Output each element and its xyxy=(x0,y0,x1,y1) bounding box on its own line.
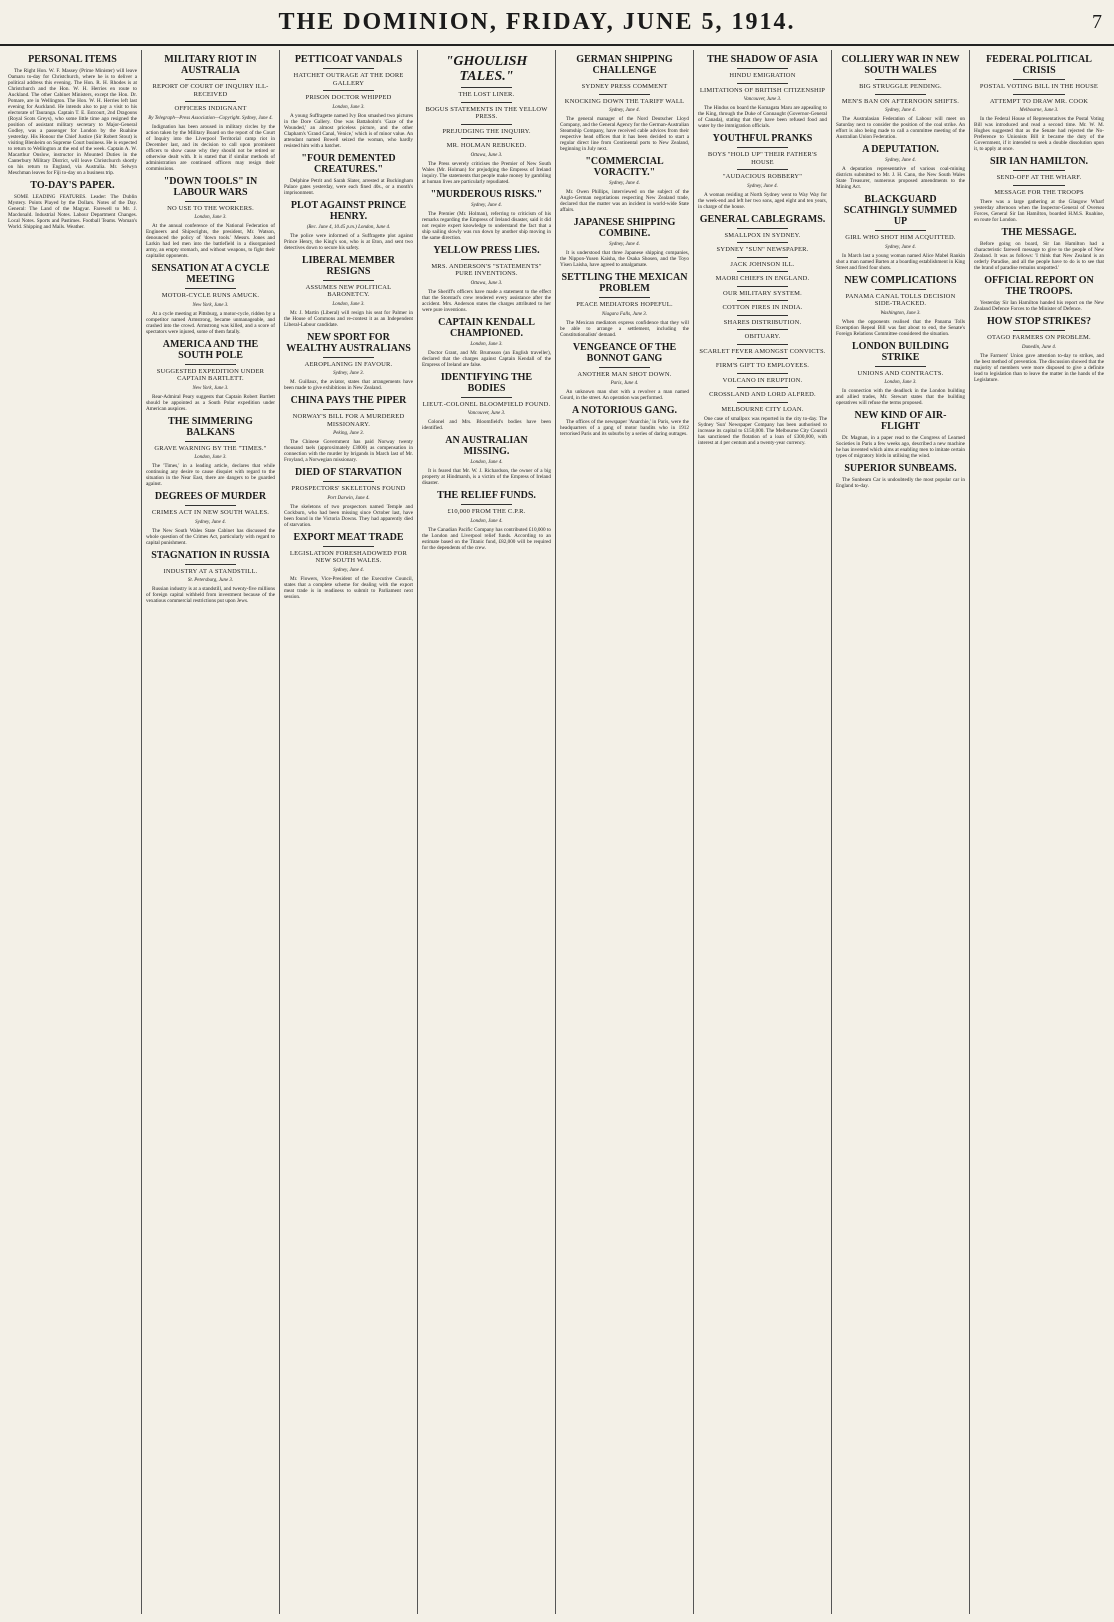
divider xyxy=(599,94,651,95)
divider xyxy=(1013,185,1065,186)
divider xyxy=(185,288,237,289)
article-headline: GENERAL CABLEGRAMS. xyxy=(699,213,826,225)
article-body: The Australasian Federation of Labour will meet on Saturday next to consider the position of the coal strike. An effort is also being made to call a committee meeting of the Australian Union Federation. xyxy=(836,116,965,140)
article-body: The Sunbeam Car is undoubtedly the most popular car in England to-day. xyxy=(836,477,965,489)
divider xyxy=(461,504,513,505)
article-headline: VENGEANCE OF THE BONNOT GANG xyxy=(572,341,677,364)
article xyxy=(146,339,275,412)
article-headline: AN AUSTRALIAN MISSING. xyxy=(445,435,528,457)
divider xyxy=(875,79,927,80)
article-dateline: Sydney, June 4. xyxy=(885,108,916,113)
article-subheading: GIRL WHO SHOT HIM ACQUITTED. xyxy=(845,234,956,241)
article-headline: "FOUR DEMENTED CREATURES." xyxy=(301,152,396,175)
article-subheading: PRISON DOCTOR WHIPPED xyxy=(305,94,392,101)
column-5 xyxy=(556,50,694,1614)
article-headline: DEGREES OF MURDER xyxy=(154,491,267,502)
article-subheading: BOYS "HOLD UP" THEIR FATHER'S HOUSE xyxy=(707,151,818,166)
article xyxy=(836,54,965,140)
article-headline: THE SIMMERING BALKANS xyxy=(168,415,253,438)
article-body: The 'Times,' in a leading article, declares that while continuing any desire to cause disquiet with regard to the situation in the Near East, there are dangers to be guarded against. xyxy=(146,463,275,487)
article-subheading: "AUDACIOUS ROBBERY" xyxy=(722,173,803,180)
article-headline: CAPTAIN KENDALL CHAMPIONED. xyxy=(438,316,535,339)
article-headline: LIBERAL MEMBER RESIGNS xyxy=(301,254,396,277)
article-dateline: Ottawa, June 3. xyxy=(470,280,503,286)
article-headline: AMERICA AND THE SOUTH POLE xyxy=(162,338,259,361)
article-subheading: ATTEMPT TO DRAW MR. COOK xyxy=(989,97,1089,105)
article-dateline: Peking, June 3. xyxy=(333,431,364,436)
divider xyxy=(737,147,789,148)
article-headline: "GHOULISH TALES." xyxy=(445,54,528,84)
article xyxy=(836,144,965,190)
divider xyxy=(323,546,375,547)
article xyxy=(146,550,275,605)
column-1 xyxy=(4,50,142,1614)
article-headline: NEW SPORT FOR WEALTHY AUSTRALIANS xyxy=(286,331,411,354)
article-body: Mr. Flowers, Vice-President of the Executive Council, states that a complete scheme for dealing with the export meat trade is in readiness to submit to Parliament next session. xyxy=(284,575,413,600)
article-body: The Press severely criticises the Premier of New South Wales (Mr. Holman) for prejudging the Empress of Ireland inquiry. The statements that people make money by gambling at human lives are particularly repudiated. xyxy=(422,160,551,185)
article-subheading: COTTON FIRES IN INDIA. xyxy=(722,304,803,311)
article-subheading: ASSUMES NEW POLITICAL BARONETCY. xyxy=(305,283,392,298)
article xyxy=(560,405,689,437)
article-body: One case of smallpox was reported in the city to-day. The Sydney 'Sun' Newspaper Company has been authorised to increase its capital to £150,000. The Melbourne City Council has sanctioned the flotation of a loan of £300,000, with interest at 4 per centum and a twenty-year currency. xyxy=(698,416,827,446)
article-headline: GERMAN SHIPPING CHALLENGE xyxy=(576,54,673,76)
article-headline: NEW COMPLICATIONS xyxy=(844,274,957,286)
divider xyxy=(185,505,237,506)
divider xyxy=(323,409,375,410)
article-body: The Mexican mediators express confidence that they will be able to arrange a settlement, including the Constitutionalists' demand. xyxy=(560,319,689,338)
article xyxy=(836,410,965,459)
article-headline: PERSONAL ITEMS xyxy=(28,54,117,65)
divider xyxy=(737,228,789,229)
article-subheading: KNOCKING DOWN THE TARIFF WALL xyxy=(564,97,685,105)
article-dateline: London, June 3. xyxy=(470,341,503,347)
divider xyxy=(737,387,789,388)
article-subheading: OBITUARY. xyxy=(744,333,781,340)
article-subheading: REPORT OF COURT OF INQUIRY ILL-RECEIVED xyxy=(152,83,269,98)
article-subheading: HINDU EMIGRATION xyxy=(729,72,796,79)
page-number: 7 xyxy=(1092,10,1102,33)
article xyxy=(422,317,551,368)
divider xyxy=(1013,170,1065,171)
article-body: Colonel and Mrs. Bloomfield's bodies have been identified. xyxy=(422,419,551,431)
article xyxy=(284,200,413,251)
article-headline: SENSATION AT A CYCLE MEETING xyxy=(151,263,270,285)
divider xyxy=(323,68,375,69)
article-body: Mr. J. Martin (Liberal) will resign his seat for Palmer in the House of Commons and re-contest it as an Independent Liberal-Labour candidate. xyxy=(284,309,413,328)
article-subheading: MR. HOLMAN REBUKED. xyxy=(446,142,527,149)
divider xyxy=(737,402,789,403)
article-dateline: Paris, June 4. xyxy=(610,381,639,386)
article-subheading: THE LOST LINER. xyxy=(458,91,515,98)
article xyxy=(8,54,137,176)
article-subheading: OUR MILITARY SYSTEM. xyxy=(723,289,802,297)
divider xyxy=(185,564,237,565)
divider xyxy=(737,271,789,272)
article-body: The Farmers' Union gave attention to-day to strikes, and the best method of prevention. The discussion showed that the majority of members were more disposed to give a definite lead to legislation than to leave the matter in the hands of the Legislature. xyxy=(974,352,1104,383)
article-subheading: LEGISLATION FORESHADOWED FOR NEW SOUTH WALES. xyxy=(289,549,408,564)
article-body: A young Suffragette named Ivy Bon smashed two pictures in the Dore Gallery. One was Battaholm's 'Gaze of the Wounded,' an almost priceless picture, and the other Clapham's 'Grand Canal, Venice,' which is of minor value. An attendant named Bowell seized the woman, who hardly resisted him with a hatchet. xyxy=(284,112,413,149)
article-body: At a cycle meeting at Pittsburg, a motor-cycle, ridden by a competitor named Armstrong, became unmanageable, and crashed into the crowd. Armstrong was killed, and a score of spectators were injured, some of them fatally. xyxy=(146,310,275,335)
article xyxy=(422,54,551,185)
article-subheading: BOGUS STATEMENTS IN THE YELLOW PRESS. xyxy=(425,105,548,120)
article-subheading: LIEUT.-COLONEL BLOOMFIELD FOUND. xyxy=(422,400,551,408)
article-body: The offices of the newspaper 'Anarchie,' in Paris, were the headquarters of a gang of motor bandits who in 1912 terrorised Paris and its suburbs by a series of daring outrages. xyxy=(560,419,689,437)
divider xyxy=(737,242,789,243)
article-subheading: AEROPLANING IN FAVOUR. xyxy=(304,360,393,368)
article-body: Dr. Magnan, in a paper read to the Congress of Learned Societies in Paris a few weeks ago, described a new machine he has invented which aims at enabling men to imitate certain types of migratory birds in utilising the wind. xyxy=(836,435,965,459)
article-headline: "COMMERCIAL VORACITY." xyxy=(585,156,664,178)
article xyxy=(422,435,551,486)
divider xyxy=(323,357,375,358)
article xyxy=(284,395,413,463)
article-subheading: VOLCANO IN ERUPTION. xyxy=(722,376,803,384)
article-subheading: LIMITATIONS OF BRITISH CITIZENSHIP xyxy=(699,86,826,94)
divider xyxy=(1013,79,1065,80)
article xyxy=(974,54,1104,152)
article-subheading: GRAVE WARNING BY THE "TIMES." xyxy=(154,444,267,452)
article-dateline: Niagara Falls, June 3. xyxy=(601,311,648,317)
divider xyxy=(185,101,237,102)
article-body: The general manager of the Nord Deutscher Lloyd Company, and the General Agency for the German-Australian Steamship Company, have received cable advices from their respective head offices that it has been decided to start a regular direct line from Continental ports to New Zealand, beginning in July next. xyxy=(560,116,689,152)
article-dateline: Vancouver, June 3. xyxy=(467,411,506,416)
article-subheading: SUGGESTED EXPEDITION UNDER CAPTAIN BARTLETT. xyxy=(156,367,265,382)
article xyxy=(422,189,551,241)
article xyxy=(974,316,1104,383)
article-subheading: PROSPECTORS' SKELETONS FOUND xyxy=(291,485,406,492)
article-dateline: Sydney, June 4. xyxy=(885,158,916,163)
article-headline: IDENTIFYING THE BODIES xyxy=(440,371,533,394)
article-body: It is understood that three Japanese shipping companies, the Nippon-Yusen Kaisha, the Osaka Shosen, and the Toyo Yisen Laisha, have agreed to amalgamate. xyxy=(560,250,689,268)
article xyxy=(560,217,689,268)
divider xyxy=(737,286,789,287)
masthead xyxy=(0,0,1114,46)
divider xyxy=(737,358,789,359)
article-headline: JAPANESE SHIPPING COMBINE. xyxy=(573,217,676,239)
article-dateline: Washington, June 3. xyxy=(880,310,921,316)
article-dateline: Sydney, June 4. xyxy=(609,242,640,247)
article-headline: EXPORT MEAT TRADE xyxy=(293,531,404,543)
article-subheading: NORWAY'S BILL FOR A MURDERED MISSIONARY. xyxy=(292,413,405,428)
article-dateline: Sydney, June 4. xyxy=(471,202,502,208)
article-body: M. Guillaux, the aviator, states that arrangements have been made to give exhibitions in New Zealand. xyxy=(284,379,413,391)
article-dateline: New York, June 3. xyxy=(192,385,229,391)
article-body: In connection with the deadlock in the London building and allied trades, Mr. Stewart states that the building operatives will refuse the terms proposed. xyxy=(836,388,965,406)
article-dateline: Dunedin, June 4. xyxy=(1021,344,1057,350)
article-headline: THE SHADOW OF ASIA xyxy=(707,54,818,65)
article-body: The Chinese Government has paid Norway twenty thousand taels (approximately £3000) as compensation in connection with the murder by brigands in March last of Mr. Froyland, a Norwegian missionary. xyxy=(284,439,413,463)
article-headline: "MURDEROUS RISKS." xyxy=(430,188,543,200)
article xyxy=(698,214,827,447)
article-headline: LONDON BUILDING STRIKE xyxy=(852,340,949,363)
article-body: An unknown man shot with a revolver a man named Gourd, in the street. An operation was performed. xyxy=(560,389,689,401)
article-headline: YOUTHFUL PRANKS xyxy=(712,133,813,144)
article-dateline: Ottawa, June 3. xyxy=(470,152,503,158)
article-subheading: SYDNEY "SUN" NEWSPAPER. xyxy=(716,246,809,253)
column-6 xyxy=(694,50,832,1614)
article-dateline: London, June 3. xyxy=(194,455,227,460)
article xyxy=(836,341,965,407)
article-headline: SUPERIOR SUNBEAMS. xyxy=(844,463,957,474)
divider xyxy=(737,300,789,301)
article-subheading: MRS. ANDERSON'S "STATEMENTS" PURE INVENTIONS. xyxy=(431,262,542,277)
divider xyxy=(461,259,513,260)
article xyxy=(560,54,689,152)
article xyxy=(146,416,275,488)
article-headline: SIR IAN HAMILTON. xyxy=(989,156,1089,167)
article-subheading: SYDNEY PRESS COMMENT xyxy=(581,83,668,90)
newspaper-columns xyxy=(0,46,1114,1614)
divider xyxy=(461,124,513,125)
article xyxy=(146,54,275,172)
divider xyxy=(323,90,375,91)
article-dateline: London, June 3. xyxy=(332,104,365,110)
article-headline: DIED OF STARVATION xyxy=(294,467,403,478)
article-subheading: MESSAGE FOR THE TROOPS xyxy=(994,188,1084,196)
article xyxy=(8,180,137,230)
article-subheading: BIG STRUGGLE PENDING. xyxy=(859,83,942,90)
divider xyxy=(1013,330,1065,331)
article-subheading: £10,000 FROM THE C.P.R. xyxy=(447,508,526,515)
article-body: The Canadian Pacific Company has contributed £10,000 to the London and Liverpool relief funds. According to an estimate based on the Titanic fund, £82,000 will be required for the dependents of the crew. xyxy=(422,526,551,551)
article xyxy=(974,275,1104,312)
article-headline: HOW STOP STRIKES? xyxy=(986,316,1092,327)
article-body: Mr. Owen Phillips, interviewed on the subject of the Anglo-German negotiations respecting New Zealand trade, declared that the matter was an incident in world-wide State affairs. xyxy=(560,189,689,213)
divider xyxy=(599,367,651,368)
article-subheading: SMALLPOX IN SYDNEY. xyxy=(724,231,801,239)
article-headline: BLACKGUARD SCATHINGLY SUMMED UP xyxy=(843,194,958,227)
article-dateline: London, June 3. xyxy=(332,301,365,307)
divider xyxy=(737,373,789,374)
article xyxy=(146,491,275,546)
article xyxy=(836,194,965,271)
article-dateline: Vancouver, June 3. xyxy=(743,97,782,102)
article xyxy=(284,54,413,149)
article-subheading: OTAGO FARMERS ON PROBLEM. xyxy=(987,334,1091,341)
divider xyxy=(185,441,237,442)
article xyxy=(146,263,275,335)
article xyxy=(974,227,1104,271)
article-body: The Right Hon. W. F. Massey (Prime Minister) will leave Oamaru to-day for Christchurch, where he is to deliver a political address this evening. The Hon. R. H. Rhodes is at Christchurch and the Hon. W. H. Herries en route to Auckland. The other Cabinet Ministers, except the Hon. Dr. Pomare, are in Wellington. The Hon. W. H. Herries left last evening for Auckland. He intends also to pay a visit to his electorate of Tauranga. Captain T. E. Estcourt, 2nd Dragoons (Royal Scots Greys), who some little time ago resigned the position of assistant military secretary to Major-General Godley, was a passenger for London by the Ruahine yesterday. His Honour the Chief Justice (Sir Robert Stout) is visiting Blenheim on Supreme Court business. He is expected to return to Wellington at the end of the week. Captain A. W. Macarthur Onslow, instructor in Mounted Duties in the Canterbury Military District, will leave Christchurch shortly on his return to England, via Australia. Mr. Selwyn Meschman leaves for Fiji to-day on a business trip. xyxy=(8,68,137,176)
article xyxy=(284,255,413,328)
article-headline: A NOTORIOUS GANG. xyxy=(571,405,678,416)
article-subheading: MAORI CHIEFS IN ENGLAND. xyxy=(715,275,810,282)
article xyxy=(422,245,551,313)
article-subheading: INDUSTRY AT A STANDSTILL. xyxy=(163,567,258,575)
article-headline: SETTLING THE MEXICAN PROBLEM xyxy=(561,272,688,294)
article-body: Rear-Admiral Peary suggests that Captain Robert Bartlett should be appointed as a South Polar expedition under American auspices. xyxy=(146,393,275,412)
column-4 xyxy=(418,50,556,1614)
article-dateline: London, June 4. xyxy=(470,460,503,465)
article-subheading: HATCHET OUTRAGE AT THE DORE GALLERY xyxy=(293,72,404,87)
divider xyxy=(185,201,237,202)
article-body: Doctor Grant, and Mr. Brumsson (an English traveller), declared that the charges against Captain Kendall of the Empress of Ireland are false. xyxy=(422,349,551,368)
article xyxy=(698,54,827,129)
article-headline: YELLOW PRESS LIES. xyxy=(433,244,540,256)
article-headline: MILITARY RIOT IN AUSTRALIA xyxy=(164,54,257,76)
divider xyxy=(875,230,927,231)
article-subheading: OFFICERS INDIGNANT xyxy=(174,105,247,112)
article-body: The police were informed of a Suffragette plot against Prince Henry, the King's son, who is at Eton, and sent two detectives down to secure his safety. xyxy=(284,232,413,251)
article-headline: CHINA PAYS THE PIPER xyxy=(290,395,407,406)
column-2 xyxy=(142,50,280,1614)
article xyxy=(284,332,413,392)
article-body: In March last a young woman named Alice Mabel Rankin shot a man named Barten at a boarding establishment in King Street and fired four shots. xyxy=(836,252,965,271)
article-dateline: Sydney, June 4. xyxy=(195,519,226,525)
article-body: In the Federal House of Representatives the Postal Voting Bill was introduced and read a second time. Mr. W. M. Hughes suggested that as the Senate had rejected the No-Preference to Unionists Bill it became the duty of the Government, if it intended to seek a double dissolution upon it, to apply at once. xyxy=(974,116,1104,152)
divider xyxy=(323,280,375,281)
article-headline: NEW KIND OF AIR-FLIGHT xyxy=(854,410,947,432)
article-subheading: MELBOURNE CITY LOAN. xyxy=(721,405,804,413)
article-dateline: London, June 4. xyxy=(470,518,503,524)
divider xyxy=(185,364,237,365)
divider xyxy=(875,366,927,367)
article xyxy=(698,133,827,210)
article-subheading: PANAMA CANAL TOLLS DECISION SIDE-TRACKED. xyxy=(845,292,956,307)
divider xyxy=(737,83,789,84)
article-dateline: By Telegraph—Press Association—Copyright. Sydney, June 4. xyxy=(148,115,273,121)
article-dateline: Sydney, June 4. xyxy=(609,181,640,186)
article xyxy=(284,153,413,196)
article xyxy=(560,272,689,338)
divider xyxy=(737,315,789,316)
article-subheading: PREJUDGING THE INQUIRY. xyxy=(442,127,531,135)
article-subheading: FIRM'S GIFT TO EMPLOYEES. xyxy=(715,362,810,369)
divider xyxy=(599,297,651,298)
article-subheading: POSTAL VOTING BILL IN THE HOUSE xyxy=(979,83,1099,90)
article-subheading: NO USE TO THE WORKERS. xyxy=(167,204,254,212)
newspaper-title: THE DOMINION, FRIDAY, JUNE 5, 1914. xyxy=(278,8,796,35)
article-body: Yesterday Sir Ian Hamilton handed his report on the New Zealand Defence Forces to the Minister of Defence. xyxy=(974,300,1104,312)
divider xyxy=(737,169,789,170)
column-8 xyxy=(970,50,1108,1614)
divider xyxy=(185,79,237,80)
article-headline: PETTICOAT VANDALS xyxy=(294,54,403,65)
article-dateline: Sydney, June 3. xyxy=(333,371,364,376)
article-subheading: UNIONS AND CONTRACTS. xyxy=(857,369,944,377)
divider xyxy=(461,87,513,88)
divider xyxy=(737,344,789,345)
article-headline: OFFICIAL REPORT ON THE TROOPS. xyxy=(984,275,1094,297)
divider xyxy=(461,138,513,139)
divider xyxy=(323,481,375,482)
article-dateline: Sydney, June 4. xyxy=(885,244,916,250)
article-body: The Premier (Mr. Holman), referring to criticism of his remarks regarding the Empress of Ireland disaster, said it did not require expert knowledge to understand the fact that a ship sailing slowly was run down by another ship moving in the same direction. xyxy=(422,210,551,241)
article-dateline: Sydney, June 4. xyxy=(333,567,364,573)
article xyxy=(560,156,689,213)
article xyxy=(284,467,413,528)
divider xyxy=(875,94,927,95)
divider xyxy=(737,257,789,258)
article xyxy=(974,156,1104,223)
column-3 xyxy=(280,50,418,1614)
article-dateline: New York, June 3. xyxy=(192,302,229,308)
divider xyxy=(599,79,651,80)
article-headline: COLLIERY WAR IN NEW SOUTH WALES xyxy=(841,54,960,76)
article-subheading: SHARES DISTRIBUTION. xyxy=(723,318,802,326)
article xyxy=(146,176,275,260)
article-headline: A DEPUTATION. xyxy=(862,144,939,155)
article-dateline: Melbourne, June 3. xyxy=(1019,108,1059,113)
article-subheading: JACK JOHNSON ILL. xyxy=(730,260,795,268)
article-body: Russian industry is at a standstill, and twenty-five millions of foreign capital withheld from investment because of the vexatious commercial restrictions put upon Jews. xyxy=(146,586,275,604)
article-subheading: CROSSLAND AND LORD ALFRED. xyxy=(709,391,816,398)
divider xyxy=(461,397,513,398)
article-body: A woman residing at North Sydney went to Way Way for the week-end and left her two sons, aged eight and ten years, in charge of the house. xyxy=(698,191,827,210)
article-body: The New South Wales State Cabinet has discussed the whole question of the Crimes Act, particularly with regard to capital punishment. xyxy=(146,527,275,546)
article-body: The Hindus on board the Komagata Maru are appealing to the King, through the Duke of Connaught (Governor-General of Canada), stating that they have been refused food and water by the immigration officials. xyxy=(698,105,827,129)
article-body: When the opponents realised that the Panama Tolls Exemption Repeal Bill was fast about to end, the Senate's Foreign Relations Committee considered the situation. xyxy=(836,318,965,337)
article xyxy=(560,342,689,402)
article-subheading: SEND-OFF AT THE WHARF. xyxy=(996,174,1082,181)
divider xyxy=(1013,94,1065,95)
article-body: Delphine Petrit and Sarah Slater, arrested at Buckingham Palace gates yesterday, were each fined 40s., or a month's imprisonment. xyxy=(284,177,413,196)
article-subheading: MOTOR-CYCLE RUNS AMUCK. xyxy=(161,292,260,299)
article-body: It is feared that Mr. W. J. Richardson, the owner of a big property at Hindmarsh, is a victim of the Empress of Ireland disaster. xyxy=(422,468,551,486)
article-headline: FEDERAL POLITICAL CRISIS xyxy=(986,54,1092,76)
article-body: At the annual conference of the National Federation of Engineers and Shipwrights, the president, Mr. Watson, denounced the policy of 'down tools.' Messrs. Jones and Larkin had led men into the battlefield in a disorganised army, an empty stomach, and without weapons, to fight their capitalist opponents. xyxy=(146,223,275,259)
divider xyxy=(461,102,513,103)
article-body: The skeletons of two prospectors named Temple and Cockburn, who had been missing since October last, have been found in the Victoria Downs. They had apparently died of starvation. xyxy=(284,503,413,528)
article-body: Before going on board, Sir Ian Hamilton had a characteristic farewell message to give to the people of New Zealand. It was as follows: 'I think that New Zealand is an orderly Paradise, and all the people have to do is to see that the brand of paradise remains unspotted.' xyxy=(974,241,1104,271)
article-headline: STAGNATION IN RUSSIA xyxy=(151,549,270,561)
article-subheading: PEACE MEDIATORS HOPEFUL. xyxy=(576,301,673,308)
divider xyxy=(875,289,927,290)
article-body: A deputation representative of various coal-mining districts submitted to Mr. J. H. Cann, the New South Wales State Treasurer, numerous proposed amendments to the Mining Act. xyxy=(836,166,965,190)
article-body: The Sheriff's officers have made a statement to the effect that the Storstad's crew rendered every assistance after the accident. Mrs. Anderson states the charges attributed to her were pure inventions. xyxy=(422,288,551,313)
article-dateline: (Rec. June 4, 10.45 p.m.) London, June 4. xyxy=(306,224,391,230)
column-7 xyxy=(832,50,970,1614)
article-subheading: MEN'S BAN ON AFTERNOON SHIFTS. xyxy=(841,97,960,105)
article-dateline: London, June 3. xyxy=(884,380,917,385)
article-body: There was a large gathering at the Glasgow Wharf yesterday afternoon when the Inspector-General of Oversea Forces, General Sir Ian Hamilton, boarded H.M.S. Ruahine, en route for London. xyxy=(974,199,1104,223)
article-body: Indignation has been aroused in military circles by the action taken by the Military Board on the report of the Court of Inquiry into the Liverpool Territorial camp riot in December last, and its decision to call upon prominent officers to show cause why they should not be retired or otherwise dealt with. It is stated that if similar methods of administration are continued officers may resign their commissions. xyxy=(146,123,275,172)
article-dateline: Sydney, June 4. xyxy=(609,108,640,113)
article xyxy=(836,275,965,337)
article-headline: THE RELIEF FUNDS. xyxy=(437,490,536,501)
article-body: SOME LEADING FEATURES. Leader: The Dublin Mystery. Points Played by the Dollars. Notes of the Day. General: The Land of the Magyar. Farewell to Mr. J. Macdonald. Industrial Notes. Labour Department Changes. Local Notes. Sports and Pastimes. Football Teams. Woman's World. Shipping and Mails. Weather. xyxy=(8,194,137,230)
article-dateline: St. Petersburg, June 3. xyxy=(187,578,234,583)
article-headline: PLOT AGAINST PRINCE HENRY. xyxy=(290,199,407,222)
article-headline: THE MESSAGE. xyxy=(1001,227,1077,238)
article xyxy=(836,463,965,489)
article-subheading: SCARLET FEVER AMONGST CONVICTS. xyxy=(699,347,826,355)
article-dateline: London, June 3. xyxy=(194,215,227,220)
divider xyxy=(737,68,789,69)
article-dateline: Sydney, June 4. xyxy=(747,183,778,189)
article-headline: TO-DAY'S PAPER. xyxy=(30,180,115,191)
article-subheading: CRIMES ACT IN NEW SOUTH WALES. xyxy=(151,509,270,516)
article xyxy=(284,532,413,600)
article-dateline: Port Darwin, June 4. xyxy=(327,495,370,501)
article-subheading: ANOTHER MAN SHOT DOWN. xyxy=(577,370,672,378)
article xyxy=(422,490,551,551)
divider xyxy=(737,329,789,330)
article-headline: "DOWN TOOLS" IN LABOUR WARS xyxy=(163,175,258,198)
article xyxy=(422,372,551,432)
